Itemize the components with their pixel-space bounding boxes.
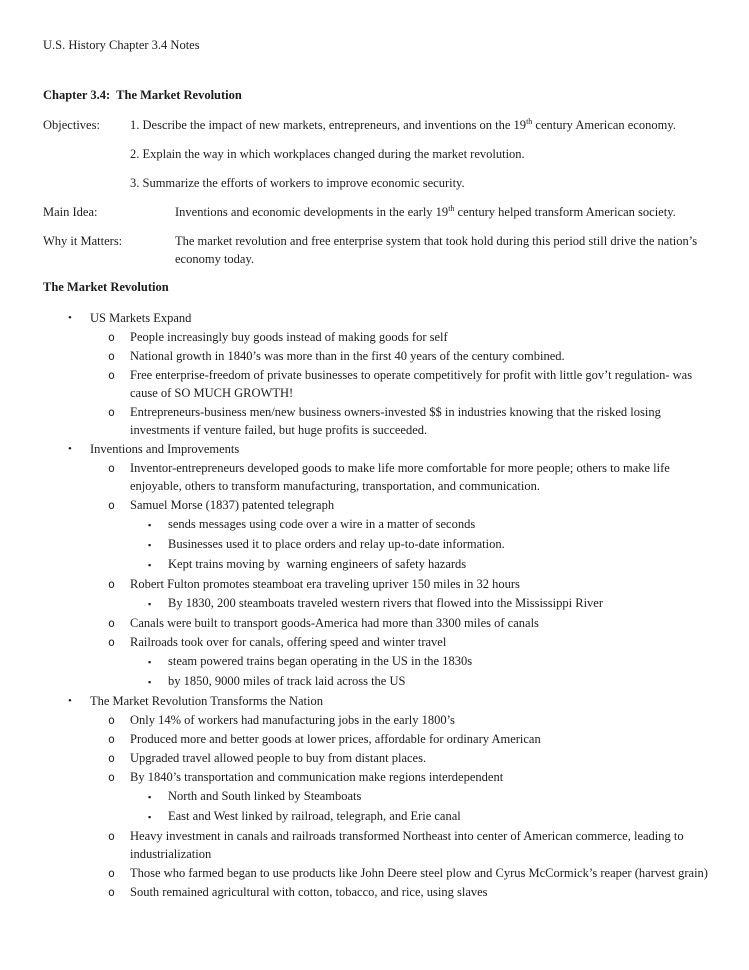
bullet-square-icon: ▪ <box>148 599 152 609</box>
objective-2-text: 2. Explain the way in which workplaces changed during the market revolution. <box>130 147 525 161</box>
ordinal-superscript: th <box>448 203 455 213</box>
outline-item-text: sends messages using code over a wire in a matter of seconds <box>168 517 476 531</box>
outline-item-text: steam powered trains began operating in the US in the 1830s <box>168 654 473 668</box>
bullet-o-icon: o <box>108 616 115 630</box>
outline-item-level-2 <box>43 711 711 729</box>
outline-item-text: Businesses used it to place orders and relay up-to-date information. <box>168 537 505 551</box>
bullet-square-icon: ▪ <box>148 560 152 570</box>
outline-item-level-3 <box>43 787 711 806</box>
bullet-o-icon: o <box>108 751 115 765</box>
outline-item-level-3 <box>43 555 711 574</box>
objectives-section <box>43 116 711 192</box>
why-it-matters-label: Why it Matters: <box>43 234 123 248</box>
outline-item-text: Entrepreneurs-business men/new business owners-invested $$ in industries knowing that the risked losing investments if venture failed, but huge profits is succeeded. <box>130 405 664 437</box>
main-idea-label: Main Idea: <box>43 205 98 219</box>
outline-item-level-1 <box>43 440 711 458</box>
section-heading: The Market Revolution <box>43 280 169 294</box>
bullet-o-icon: o <box>108 635 115 649</box>
objective-1-text: 1. Describe the impact of new markets, entrepreneurs, and inventions on the 19 <box>130 118 527 132</box>
bullet-o-icon: o <box>108 577 115 591</box>
outline-item-text: People increasingly buy goods instead of making goods for self <box>130 330 448 344</box>
outline-item-text: Those who farmed began to use products like John Deere steel plow and Cyrus McCormick’s reaper (harvest grain) <box>130 866 708 880</box>
objective-item-2 <box>130 145 711 163</box>
outline <box>43 309 711 901</box>
objectives-label: Objectives: <box>43 118 100 132</box>
outline-item-level-2 <box>43 575 711 593</box>
outline-item-level-2 <box>43 633 711 651</box>
chapter-title: Chapter 3.4: The Market Revolution <box>43 88 242 102</box>
bullet-o-icon: o <box>108 713 115 727</box>
bullet-square-icon: ▪ <box>148 520 152 530</box>
main-idea-section <box>43 203 711 221</box>
outline-item-text: Inventions and Improvements <box>90 442 240 456</box>
outline-item-level-3 <box>43 652 711 671</box>
outline-item-text: Only 14% of workers had manufacturing jobs in the early 1800’s <box>130 713 455 727</box>
outline-item-text: Heavy investment in canals and railroads transformed Northeast into center of American commerce, leading to industrialization <box>130 829 687 861</box>
outline-item-text: Kept trains moving by warning engineers of safety hazards <box>168 557 467 571</box>
outline-item-level-3 <box>43 515 711 534</box>
bullet-disc-icon: • <box>68 695 72 707</box>
outline-item-text: Robert Fulton promotes steamboat era traveling upriver 150 miles in 32 hours <box>130 577 520 591</box>
outline-item-level-2 <box>43 827 711 863</box>
why-it-matters-section <box>43 232 711 268</box>
outline-item-text: By 1830, 200 steamboats traveled western rivers that flowed into the Mississippi River <box>168 596 603 610</box>
outline-item-text: National growth in 1840’s was more than in the first 40 years of the century combined. <box>130 349 565 363</box>
outline-item-text: Railroads took over for canals, offering speed and winter travel <box>130 635 447 649</box>
bullet-o-icon: o <box>108 368 115 382</box>
bullet-o-icon: o <box>108 498 115 512</box>
main-idea-text-post: century helped transform American society. <box>454 205 676 219</box>
ordinal-superscript: th <box>526 116 533 126</box>
outline-item-text: Samuel Morse (1837) patented telegraph <box>130 498 335 512</box>
outline-item-level-3 <box>43 807 711 826</box>
outline-item-text: By 1840’s transportation and communication make regions interdependent <box>130 770 504 784</box>
outline-item-text: East and West linked by railroad, telegraph, and Erie canal <box>168 809 461 823</box>
outline-item-level-2 <box>43 459 711 495</box>
outline-item-level-2 <box>43 347 711 365</box>
bullet-o-icon: o <box>108 405 115 419</box>
bullet-square-icon: ▪ <box>148 657 152 667</box>
outline-item-level-3 <box>43 672 711 691</box>
outline-item-level-2 <box>43 496 711 514</box>
bullet-o-icon: o <box>108 885 115 899</box>
bullet-o-icon: o <box>108 866 115 880</box>
outline-item-level-2 <box>43 749 711 767</box>
outline-item-text: North and South linked by Steamboats <box>168 789 362 803</box>
outline-item-level-2 <box>43 730 711 748</box>
bullet-square-icon: ▪ <box>148 677 152 687</box>
outline-item-level-3 <box>43 594 711 613</box>
bullet-o-icon: o <box>108 330 115 344</box>
outline-item-text: Produced more and better goods at lower prices, affordable for ordinary American <box>130 732 541 746</box>
outline-item-level-2 <box>43 864 711 882</box>
outline-item-level-2 <box>43 768 711 786</box>
outline-item-level-2 <box>43 614 711 632</box>
outline-item-level-2 <box>43 366 711 402</box>
objectives-items <box>130 116 711 192</box>
outline-item-text: US Markets Expand <box>90 311 192 325</box>
outline-item-level-2 <box>43 403 711 439</box>
bullet-disc-icon: • <box>68 312 72 324</box>
bullet-o-icon: o <box>108 732 115 746</box>
why-it-matters-text: The market revolution and free enterprise system that took hold during this period still drive the nation’s economy today. <box>175 234 698 266</box>
objective-1-text-cont: century American economy. <box>532 118 676 132</box>
bullet-square-icon: ▪ <box>148 540 152 550</box>
outline-item-text: South remained agricultural with cotton, tobacco, and rice, using slaves <box>130 885 488 899</box>
outline-item-text: Free enterprise-freedom of private businesses to operate competitively for profit with little gov’t regulation- was cause of SO MUCH GROWTH! <box>130 368 696 400</box>
bullet-square-icon: ▪ <box>148 812 152 822</box>
outline-item-level-3 <box>43 535 711 554</box>
outline-item-text: Canals were built to transport goods-America had more than 3300 miles of canals <box>130 616 539 630</box>
doc-header: U.S. History Chapter 3.4 Notes <box>43 38 200 52</box>
outline-item-text: Inventor-entrepreneurs developed goods to make life more comfortable for more people; others to make life enjoyable, others to transform manufacturing, transportation, and communication. <box>130 461 673 493</box>
bullet-disc-icon: • <box>68 443 72 455</box>
outline-item-level-1 <box>43 309 711 327</box>
objective-item-1 <box>130 116 711 134</box>
objective-item-3 <box>130 174 711 192</box>
bullet-square-icon: ▪ <box>148 792 152 802</box>
objective-3-text: 3. Summarize the efforts of workers to improve economic security. <box>130 176 465 190</box>
bullet-o-icon: o <box>108 461 115 475</box>
bullet-o-icon: o <box>108 349 115 363</box>
bullet-o-icon: o <box>108 770 115 784</box>
outline-item-text: by 1850, 9000 miles of track laid across the US <box>168 674 406 688</box>
outline-item-level-2 <box>43 883 711 901</box>
main-idea-text <box>175 203 711 221</box>
outline-item-level-2 <box>43 328 711 346</box>
main-idea-text-pre: Inventions and economic developments in the early 19 <box>175 205 449 219</box>
bullet-o-icon: o <box>108 829 115 843</box>
outline-item-level-1 <box>43 692 711 710</box>
outline-item-text: The Market Revolution Transforms the Nation <box>90 694 323 708</box>
outline-item-text: Upgraded travel allowed people to buy from distant places. <box>130 751 427 765</box>
